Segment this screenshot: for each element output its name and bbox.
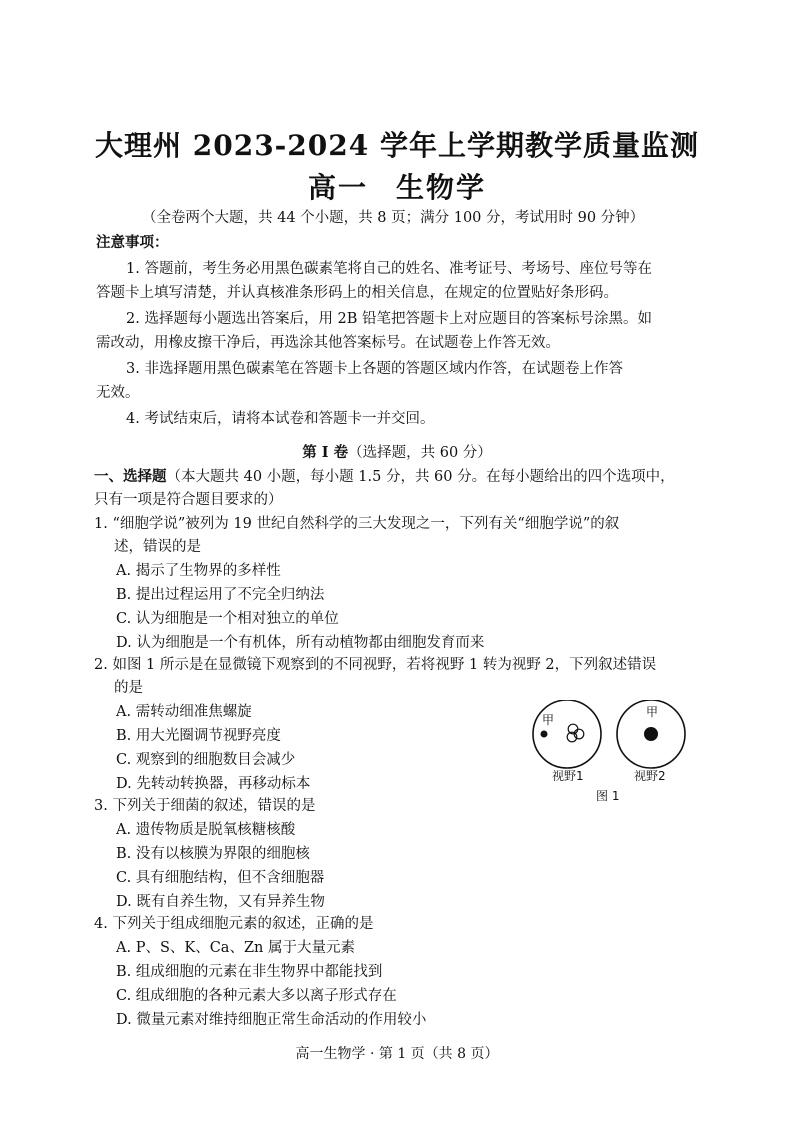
question-4-option-c: C. 组成细胞的各种元素大多以离子形式存在: [116, 988, 397, 1004]
note-2-line-1: 2. 选择题每小题选出答案后，用 2B 铅笔把答题卡上对应题目的答案标号涂黑。如: [126, 311, 653, 327]
note-1-line-2: 答题卡上填写清楚，并认真核准条形码上的相关信息，在规定的位置贴好条形码。: [96, 285, 618, 301]
exam-subtitle: [0, 166, 794, 206]
note-4-line-1: 4. 考试结束后，请将本试卷和答题卡一并交回。: [126, 411, 435, 427]
note-3-line-2: 无效。: [96, 385, 140, 401]
object-jia-small: [541, 731, 548, 738]
label-jia-right: 甲: [646, 705, 659, 719]
microscope-views-diagram: [530, 700, 696, 808]
question-4-line-1: 4. 下列关于组成细胞元素的叙述，正确的是: [94, 916, 374, 932]
label-jia-left: 甲: [542, 713, 555, 727]
subject-label: 生物学: [396, 171, 487, 204]
caption-view-1: 视野1: [552, 769, 584, 783]
question-3-line-1: 3. 下列关于细菌的叙述，错误的是: [94, 798, 316, 814]
part-heading-line-2: 只有一项是符合题目要求的）: [94, 492, 283, 508]
question-2-option-c: C. 观察到的细胞数目会减少: [116, 752, 296, 768]
section-heading-bold: 第 I 卷: [302, 444, 349, 461]
note-1-line-1: 1. 答题前，考生务必用黑色碳素笔将自己的姓名、准考证号、考场号、座位号等在: [126, 261, 652, 277]
section-heading-rest: （选择题，共 60 分）: [348, 445, 492, 461]
question-4-option-a: A. P、S、K、Ca、Zn 属于大量元素: [116, 940, 355, 956]
object-jia-large: [644, 727, 658, 741]
section-heading: [0, 441, 794, 465]
question-3-option-d: D. 既有自养生物，又有异养生物: [116, 894, 325, 910]
question-1-line-1: 1. “细胞学说”被列为 19 世纪自然科学的三大发现之一，下列有关“细胞学说”的叙: [94, 516, 620, 532]
part-heading-bold: 一、选择题: [94, 468, 167, 485]
page-footer: 高一生物学 · 第 1 页（共 8 页）: [295, 1046, 499, 1062]
note-2-line-2: 需改动，用橡皮擦干净后，再选涂其他答案标号。在试题卷上作答无效。: [96, 335, 560, 351]
question-3-option-a: A. 遗传物质是脱氧核糖核酸: [116, 822, 296, 838]
question-1-line-2: 述，错误的是: [114, 539, 201, 555]
note-3-line-1: 3. 非选择题用黑色碳素笔在答题卡上各题的答题区域内作答，在试题卷上作答: [126, 361, 623, 377]
part-heading-line-1: （本大题共 40 小题，每小题 1.5 分，共 60 分。在每小题给出的四个选项中，: [166, 469, 675, 485]
grade-label: 高一: [307, 171, 368, 204]
question-2-option-d: D. 先转动转换器，再移动标本: [116, 776, 311, 792]
question-1-option-d: D. 认为细胞是一个有机体，所有动植物都由细胞发育而来: [116, 635, 485, 651]
figure-1: [530, 700, 696, 808]
question-4-option-b: B. 组成细胞的元素在非生物界中都能找到: [116, 964, 383, 980]
exam-title: 大理州 2023-2024 学年上学期教学质量监测: [95, 129, 699, 162]
caption-view-2: 视野2: [634, 769, 666, 783]
question-3-option-b: B. 没有以核膜为界限的细胞核: [116, 846, 310, 862]
question-1-option-b: B. 提出过程运用了不完全归纳法: [116, 587, 325, 603]
figure-caption: 图 1: [596, 789, 620, 803]
question-2-line-2: 的是: [114, 680, 143, 696]
notes-heading: 注意事项：: [96, 234, 169, 251]
exam-info: （全卷两个大题，共 44 个小题，共 8 页；满分 100 分，考试用时 90 分钟）: [142, 210, 645, 226]
question-2-line-1: 2. 如图 1 所示是在显微镜下观察到的不同视野，若将视野 1 转为视野 2，下列叙述错误: [94, 657, 657, 673]
question-1-option-c: C. 认为细胞是一个相对独立的单位: [116, 611, 339, 627]
question-3-option-c: C. 具有细胞结构，但不含细胞器: [116, 870, 325, 886]
part-heading: [94, 465, 675, 489]
question-2-option-a: A. 需转动细准焦螺旋: [116, 704, 252, 720]
question-1-option-a: A. 揭示了生物界的多样性: [116, 563, 281, 579]
question-4-option-d: D. 微量元素对维持细胞正常生命活动的作用较小: [116, 1012, 427, 1028]
question-2-option-b: B. 用大光圈调节视野亮度: [116, 728, 281, 744]
